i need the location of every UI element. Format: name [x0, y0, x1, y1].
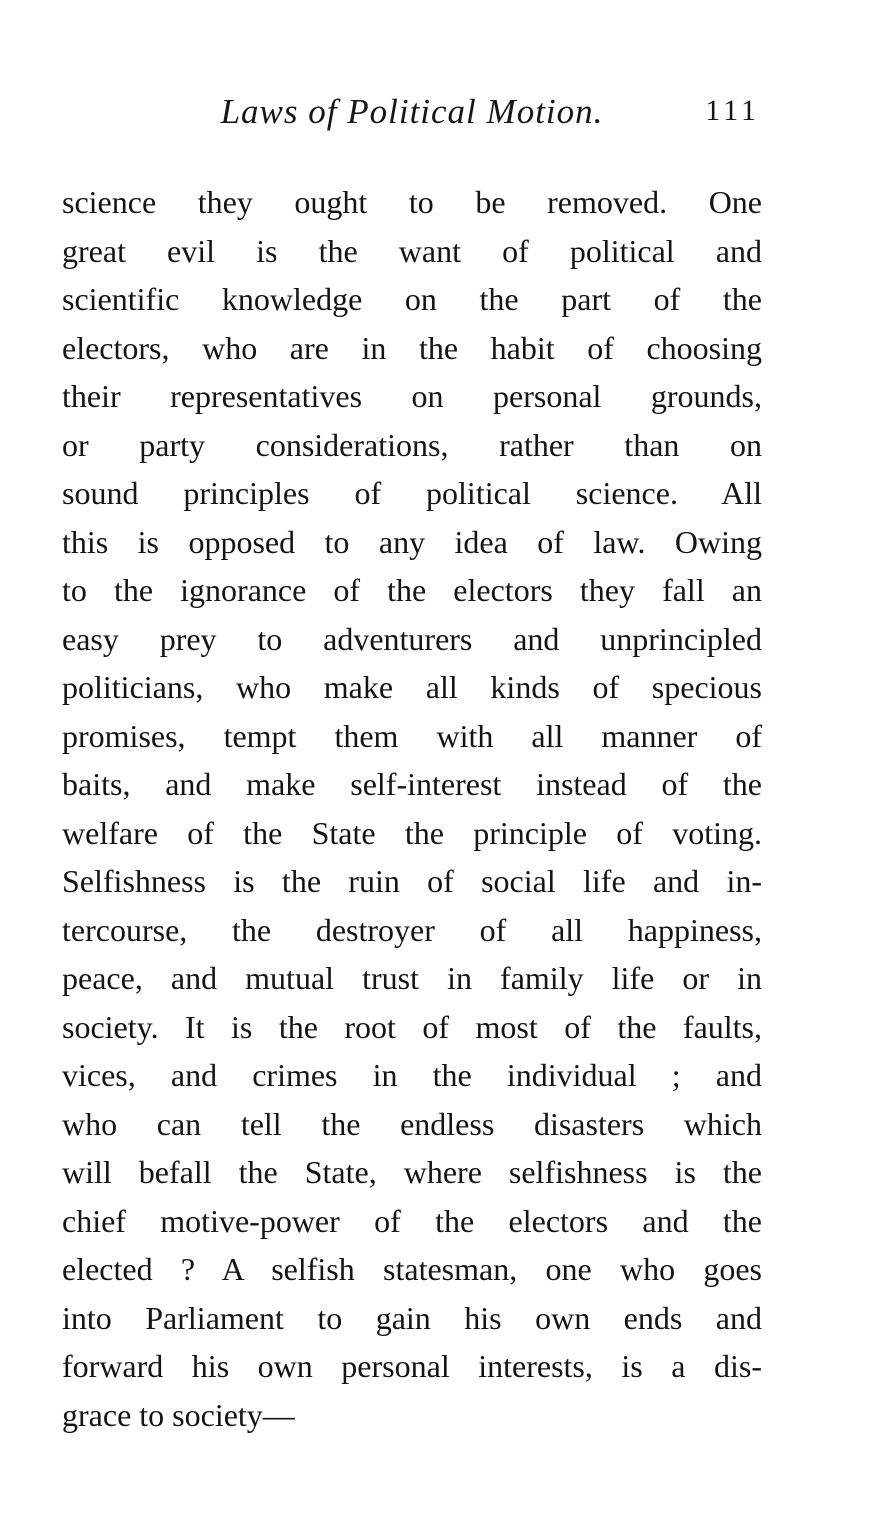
page-number: 111 [705, 94, 760, 127]
text-line: science they ought to be removed. One [62, 184, 762, 220]
text-line: chief motive-power of the electors and the [62, 1202, 762, 1239]
text-line: welfare of the State the principle of voting. [62, 814, 762, 851]
text-line: society. It is the root of most of the faults, [62, 1008, 762, 1045]
body-text [62, 178, 762, 1439]
text-line: or party considerations, rather than on [62, 426, 762, 463]
text-line: this is opposed to any idea of law. Owing [62, 523, 762, 560]
text-line: scientific knowledge on the part of the [62, 281, 762, 317]
text-line: to the ignorance of the electors they fall an [62, 572, 762, 608]
text-line: tercourse, the destroyer of all happiness, [62, 911, 762, 948]
text-line: elected ? A selfish statesman, one who goes [62, 1251, 762, 1287]
text-line: grace to society— [62, 1396, 295, 1433]
text-line: promises, tempt them with all manner of [62, 717, 762, 754]
text-line: into Parliament to gain his own ends and [62, 1299, 762, 1336]
running-header [62, 92, 762, 142]
text-line: their representatives on personal grounds, [62, 378, 762, 414]
text-line: will befall the State, where selfishness is the [62, 1154, 762, 1190]
text-line: who can tell the endless disasters which [62, 1105, 762, 1142]
text-line: baits, and make self-interest instead of the [62, 766, 762, 802]
page-title: Laws of Political Motion. [220, 92, 604, 131]
text-line: vices, and crimes in the individual ; and [62, 1057, 762, 1093]
text-line: Selfishness is the ruin of social life and in- [62, 863, 762, 899]
text-line: peace, and mutual trust in family life or in [62, 960, 762, 996]
text-line: sound principles of political science. All [62, 475, 762, 511]
text-line: politicians, who make all kinds of specious [62, 669, 762, 705]
text-line: great evil is the want of political and [62, 232, 762, 269]
text-line: easy prey to adventurers and unprincipled [62, 620, 762, 657]
text-line: forward his own personal interests, is a dis- [62, 1348, 762, 1384]
text-line: electors, who are in the habit of choosing [62, 329, 762, 366]
